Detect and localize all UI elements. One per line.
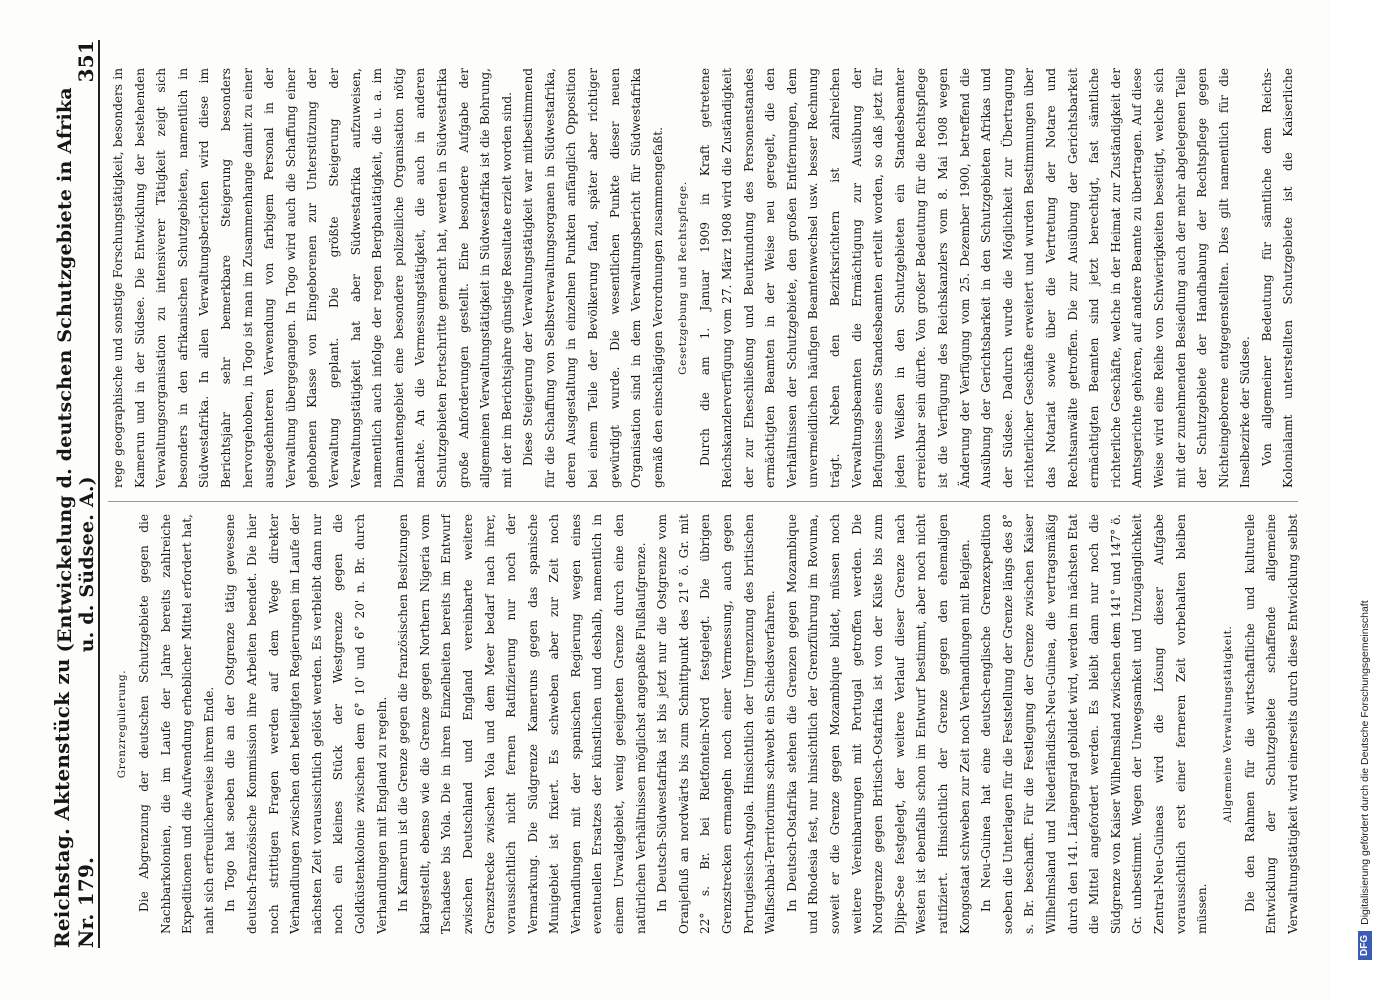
paragraph: Die Abgrenzung der deutschen Schutzgebiete gegen die Nachbarkolonien, die im Laufe der Jahre bereits zahlreiche Expeditionen und die Aufwendung erheblicher Mittel erfordert hat, naht sich erfreulicherweise ihrem Ende.	[137, 514, 216, 934]
paragraph: Von allgemeiner Bedeutung für sämtliche dem Reichs-Kolonialamt unterstellten Schutzgebiete ist die Kaiserliche	[1259, 68, 1296, 488]
section-heading-grenzregulierung: Grenzregulierung.	[116, 669, 128, 779]
column-divider	[108, 501, 1298, 502]
paragraph: Die den Rahmen für die wirtschaftliche und kulturelle Entwicklung der Schutzgebiete schaffende allgemeine Verwaltungstätigkeit wird einerseits durch diese Entwicklung selbst	[1242, 514, 1300, 934]
header-title: (Entwickelung d. deutschen Schutzgebiete in Afrika u. d. Südsee. A.)	[54, 87, 98, 653]
page-header	[50, 40, 100, 948]
digitization-text: Digitalisierung gefördert durch die Deutsche Forschungsgemeinschaft	[1359, 600, 1371, 925]
dfg-logo: DFG	[1358, 931, 1372, 960]
paragraph: In Togo hat soeben die an der Ostgrenze tätig gewesene deutsch-französische Kommission ihre Arbeiten beendet. Die hier noch strittigen Fragen werden auf dem Wege direkter Verhandlungen zwischen den beteiligten Regierungen im Laufe der nächsten Zeit voraussichtlich gelöst werden. Es verbleibt dann nur noch ein kleines Stück der Westgrenze gegen die Goldküstenkolonie zwischen dem 6° 10' und 6° 20' n. Br. durch Verhandlungen mit England zu regeln.	[223, 514, 389, 934]
digitization-note	[1350, 8, 1380, 960]
paragraph: In Kamerun ist die Grenze gegen die französischen Besitzungen klargestellt, ebenso wie die Grenze gegen Northern Nigeria vom Tschadsee bis Yola. Die in ihren Einzelheiten bereits im Entwurf zwischen Deutschland und England vereinbarte weitere Grenzstrecke zwischen Yola und dem Meer bedarf nach ihrer, voraussichtlich nicht fernen Ratifizierung nur noch der Vermarkung. Die Südgrenze Kameruns gegen das spanische Munigebiet ist fixiert. Es schweben aber zur Zeit noch Verhandlungen mit der spanischen Regierung wegen eines eventuellen Ersatzes der künstlichen und deshalb, namentlich in einem Urwaldgebiet, wenig geeigneten Grenze durch eine den natürlichen Verhältnissen möglichst angepaßte Flußlaufgrenze.	[396, 514, 648, 934]
paragraph: Durch die am 1. Januar 1909 in Kraft getretene Reichskanzlerverfügung vom 27. März 1908 wird die Zuständigkeit der zur Eheschließung und Beurkundung des Personenstandes ermächtigten Beamten in der Weise neu geregelt, die den Verhältnissen der Schutzgebiete, den großen Entfernungen, dem unvermeidlichen häufigen Beamtenwechsel usw. besser Rechnung trägt. Neben den Bezirksrichtern ist zahlreichen Verwaltungsbeamten die Ermächtigung zur Ausübung der Befugnisse eines Standesbeamten erteilt worden, so daß jetzt für jeden Weißen in den Schutzgebieten ein Standesbeamter erreichbar sein dürfte. Von großer Bedeutung für die Rechtspflege ist die Verfügung des Reichskanzlers vom 8. Mai 1908 wegen Änderung der Verfügung vom 25. Dezember 1900, betreffend die Ausübung der Gerichtsbarkeit in den Schutzgebieten Afrikas und der Südsee. Dadurch wurde die Möglichkeit zur Übertragung richterlicher Geschäfte erweitert und wurden Bestimmungen über das Notariat sowie über die Vertretung der Notare und Rechtsanwälte getroffen. Die zur Ausübung der Gerichtsbarkeit ermächtigten Beamten sind jetzt berechtigt, fast sämtliche richterliche Geschäfte, welche in der Heimat zur Zuständigkeit der Amtsgerichte gehören, auf andere Beamte zu übertragen. Auf diese Weise wird eine Reihe von Schwierigkeiten beseitigt, welche sich mit der zunehmenden Besiedlung auch der mehr abgelegenen Teile der Schutzgebiete der Handhabung der Rechtspflege gegen Nichteingeborene entgegenstellten. Dies gilt namentlich für die Inselbezirke der Südsee.	[698, 68, 1253, 488]
paragraph: In Deutsch-Ostafrika stehen die Grenzen gegen Mozambique und Rhodesia fest, nur hinsichtlich der Grenzführung im Rovuma, soweit er die Grenze gegen Mozambique bildet, müssen noch weitere Vereinbarungen mit Portugal getroffen werden. Die Nordgrenze gegen Britisch-Ostafrika ist von der Küste bis zum Djipe-See festgelegt, der weitere Verlauf dieser Grenze nach Westen ist ebenfalls schon im Entwurf bestimmt, aber noch nicht ratifiziert. Hinsichtlich der Grenze gegen den ehemaligen Kongostaat schweben zur Zeit noch Verhandlungen mit Belgien.	[784, 514, 972, 934]
left-column	[108, 514, 1303, 934]
paragraph: Diese Steigerung der Verwaltungstätigkeit war mitbestimmend für die Schaffung von Selbstverwaltungsorganen in Südwestafrika, deren Ausgestaltung in einzelnen Punkten anfänglich Opposition bei einem Teile der Bevölkerung fand, später aber richtiger gewürdigt wurde. Die wesentlichen Punkte dieser neuen Organisation sind in dem Verwaltungsbericht für Südwestafrika gemäß den einschlägigen Verordnungen zusammengefaßt.	[521, 68, 665, 488]
paragraph: In Deutsch-Südwestafrika ist bis jetzt nur die Ostgrenze vom Oranjefluß an nordwärts bis zum Schnittpunkt des 21° ö. Gr. mit 22° s. Br. bei Rietfontein-Nord festgelegt. Die übrigen Grenzstrecken ermangeln noch einer Vermessung, auch gegen Portugiesisch-Angola. Hinsichtlich der Umgrenzung des britischen Walfischbai-Territoriums schwebt ein Schiedsverfahren.	[655, 514, 778, 934]
right-column	[108, 68, 1303, 488]
section-heading-gesetzgebung: Gesetzgebung und Rechtspflege.	[677, 181, 690, 375]
section-heading-verwaltung: Allgemeine Verwaltungstätigkeit.	[1221, 625, 1234, 823]
header-left: Reichstag. Aktenstück zu Nr. 179.	[50, 658, 98, 948]
page-number: 351	[74, 40, 98, 83]
digitization-stamp	[1344, 8, 1374, 990]
paragraph: In Neu-Guinea hat eine deutsch-englische Grenzexpedition soeben die Unterlagen für die Feststellung der Grenze längs des 8° s. Br. beschafft. Für die Festlegung der Grenze zwischen Kaiser Wilhelmsland und Niederländisch-Neu-Guinea, die vertragsmäßig durch den 141. Längengrad gebildet wird, werden im nächsten Etat die Mittel angefordert werden. Es bleibt dann nur noch die Südgrenze von Kaiser Wilhelmsland zwischen dem 141° und 147° ö. Gr. unbestimmt. Wegen der Unwegsamkeit und Unzugänglichkeit Zentral-Neu-Guineas wird die Lösung dieser Aufgabe voraussichtlich erst einer ferneren Zeit vorbehalten bleiben müssen.	[979, 514, 1210, 934]
paragraph: rege geographische und sonstige Forschungstätigkeit, besonders in Kamerun und in der Südsee. Die Entwicklung der bestehenden Verwaltungsorganisation zu intensiverer Tätigkeit zeigt sich besonders in den afrikanischen Schutzgebieten, namentlich in Südwestafrika. In allen Verwaltungsberichten wird diese im Berichtsjahr sehr bemerkbare Steigerung besonders hervorgehoben, in Togo ist man im Zusammenhange damit zu einer ausgedehnteren Verwendung von farbigem Personal in der Verwaltung übergegangen. In Togo wird auch die Schaffung einer gehobenen Klasse von Eingeborenen zur Unterstützung der Verwaltung geplant. Die größte Steigerung der Verwaltungstätigkeit hat aber Südwestafrika aufzuweisen, namentlich auch infolge der regen Bergbautätigkeit, die u. a. im Diamantengebiet eine besondere polizeiliche Organisation nötig machte. An die Vermessungstätigkeit, die auch in anderen Schutzgebieten Fortschritte gemacht hat, werden in Südwestafrika große Anforderungen gestellt. Eine besondere Aufgabe der allgemeinen Verwaltungstätigkeit in Südwestafrika ist die Bohrung, mit der im Berichtsjahre günstige Resultate erzielt worden sind.	[111, 68, 514, 488]
